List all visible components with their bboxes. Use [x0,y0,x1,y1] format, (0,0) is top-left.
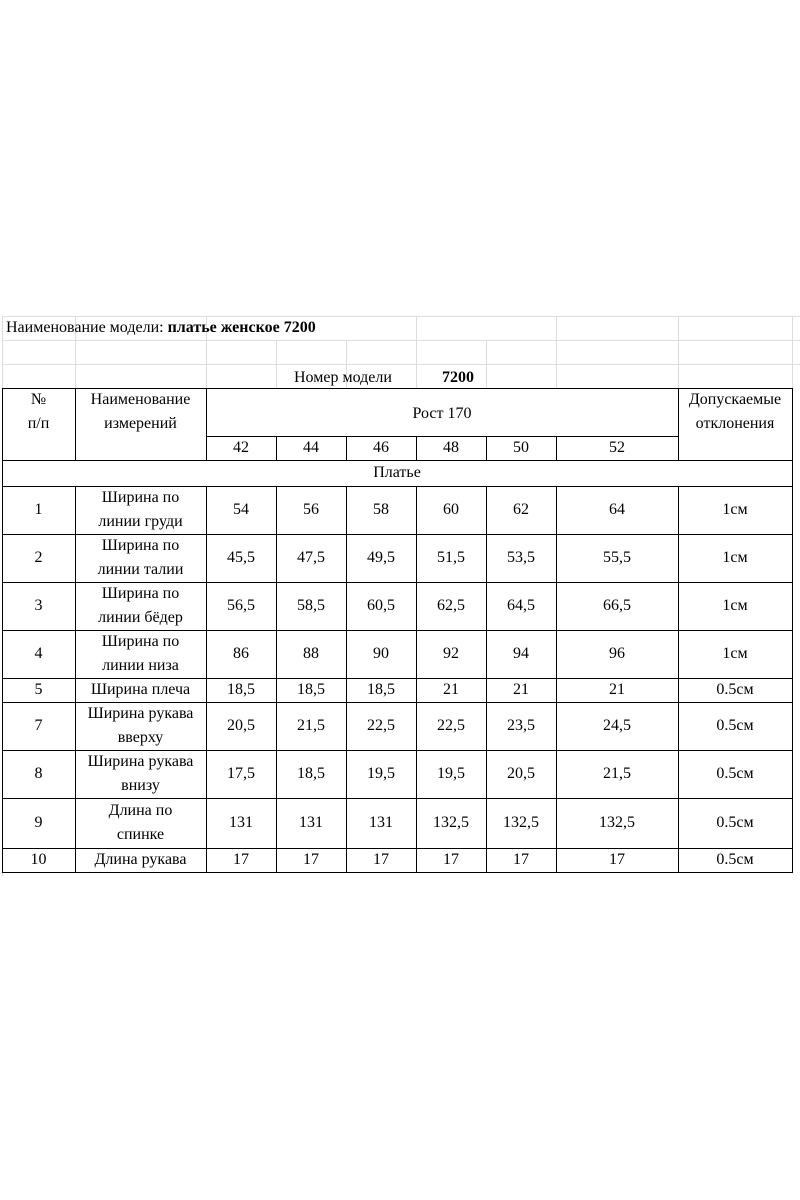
measurement-name-line2: линии талии [97,561,184,578]
measurement-value: 45,5 [227,549,255,566]
measurement-value: 17,5 [227,765,255,782]
measurement-name-line1: Ширина плеча [90,681,191,698]
measurement-value: 20,5 [507,765,535,782]
measurement-name-line1: Ширина рукава [87,705,194,722]
measurement-value: 64 [609,501,625,518]
model-number-label: Номер модели [294,369,392,386]
gridline [2,364,800,365]
size-header: 52 [609,439,625,456]
tolerance-value: 0.5см [716,717,754,734]
measurement-value: 22,5 [367,717,395,734]
measurement-value: 55,5 [603,549,631,566]
row-number: 4 [34,645,43,662]
measurement-name [75,702,206,750]
row-number: 8 [34,765,43,782]
tolerance-value: 1см [722,501,748,518]
header-number-line2: п/п [27,415,50,432]
size-header: 48 [443,439,459,456]
measurement-value: 60,5 [367,597,395,614]
measurement-value: 17 [513,851,529,868]
measurement-name [75,630,206,678]
measurement-value: 58 [373,501,389,518]
gridline [486,340,487,388]
measurement-value: 21 [443,681,459,698]
header-measurement-name [75,388,206,436]
spreadsheet-grid [2,316,800,876]
measurement-name-line1: Длина рукава [94,851,187,868]
measurement-value: 19,5 [367,765,395,782]
measurement-name-line2: внизу [121,777,160,794]
header-name-line1: Наименование [90,391,191,408]
measurement-value: 132,5 [433,814,469,831]
model-number-value: 7200 [442,369,474,386]
measurement-name-line1: Ширина по [101,585,180,602]
measurement-value: 22,5 [437,717,465,734]
measurement-value: 64,5 [507,597,535,614]
tolerance-value: 0.5см [716,851,754,868]
size-header: 46 [373,439,389,456]
size-header: 44 [303,439,319,456]
measurement-value: 17 [373,851,389,868]
header-name-line2: измерений [104,415,177,432]
header-tolerance [678,388,792,436]
measurement-name-line2: вверху [117,729,164,746]
measurement-value: 86 [233,645,249,662]
measurement-value: 60 [443,501,459,518]
size-header: 50 [513,439,529,456]
measurement-name-line1: Ширина по [101,537,180,554]
measurement-value: 131 [229,814,253,831]
measurement-name-line1: Длина по [108,802,173,819]
measurement-name [75,750,206,798]
measurement-name [75,678,206,702]
model-name-line [6,316,316,340]
measurement-name [75,798,206,848]
measurement-value: 56 [303,501,319,518]
tolerance-value: 1см [722,597,748,614]
measurement-name-line1: Ширина по [101,633,180,650]
gridline [678,316,679,388]
model-name-value: платье женское 7200 [167,319,316,336]
measurement-value: 54 [233,501,249,518]
gridline [556,316,557,388]
measurement-value: 66,5 [603,597,631,614]
measurement-value: 24,5 [603,717,631,734]
table-border [792,388,793,873]
measurement-value: 51,5 [437,549,465,566]
tolerance-value: 0.5см [716,814,754,831]
measurement-value: 23,5 [507,717,535,734]
header-number [2,388,75,436]
measurement-value: 18,5 [297,681,325,698]
measurement-value: 56,5 [227,597,255,614]
header-tol-line2: отклонения [695,415,775,432]
measurement-value: 132,5 [599,814,635,831]
measurement-value: 53,5 [507,549,535,566]
gridline [792,316,793,388]
measurement-value: 17 [609,851,625,868]
gridline [276,340,277,388]
tolerance-value: 1см [722,645,748,662]
header-number-line1: № [30,391,47,408]
measurement-value: 18,5 [297,765,325,782]
row-number: 10 [30,851,47,868]
measurement-name-line2: линии низа [102,657,179,674]
measurement-value: 132,5 [503,814,539,831]
measurement-value: 21,5 [603,765,631,782]
measurement-value: 19,5 [437,765,465,782]
measurement-value: 62 [513,501,529,518]
measurement-name-line1: Ширина по [101,489,180,506]
measurement-value: 17 [443,851,459,868]
measurement-value: 17 [233,851,249,868]
row-number: 5 [34,681,43,698]
measurement-value: 21,5 [297,717,325,734]
measurement-value: 131 [369,814,393,831]
measurement-value: 94 [513,645,529,662]
row-number: 7 [34,717,43,734]
measurement-name [75,848,206,872]
measurement-value: 62,5 [437,597,465,614]
header-height: Рост 170 [412,405,472,422]
measurement-value: 18,5 [367,681,395,698]
measurement-value: 90 [373,645,389,662]
row-number: 2 [34,549,43,566]
tolerance-value: 0.5см [716,681,754,698]
measurement-value: 21 [609,681,625,698]
measurement-name [75,582,206,630]
table-border [2,872,792,873]
measurement-value: 20,5 [227,717,255,734]
gridline [416,316,417,388]
model-name-label: Наименование модели: [6,319,164,336]
measurement-name [75,534,206,582]
measurement-name-line2: спинке [116,826,165,843]
measurement-name-line1: Ширина рукава [87,753,194,770]
size-header: 42 [233,439,249,456]
measurement-value: 92 [443,645,459,662]
measurement-value: 96 [609,645,625,662]
measurement-name-line2: линии груди [98,513,183,530]
measurement-value: 17 [303,851,319,868]
measurement-name [75,486,206,534]
measurement-value: 58,5 [297,597,325,614]
row-number: 3 [34,597,43,614]
measurement-value: 49,5 [367,549,395,566]
header-tol-line1: Допускаемые [688,391,782,408]
row-number: 1 [34,501,43,518]
measurement-value: 21 [513,681,529,698]
row-number: 9 [34,814,43,831]
section-title: Платье [373,464,421,481]
measurement-value: 88 [303,645,319,662]
tolerance-value: 0.5см [716,765,754,782]
gridline [2,340,800,341]
tolerance-value: 1см [722,549,748,566]
measurement-value: 131 [299,814,323,831]
measurement-value: 47,5 [297,549,325,566]
measurement-value: 18,5 [227,681,255,698]
measurement-name-line2: линии бёдер [98,609,183,626]
